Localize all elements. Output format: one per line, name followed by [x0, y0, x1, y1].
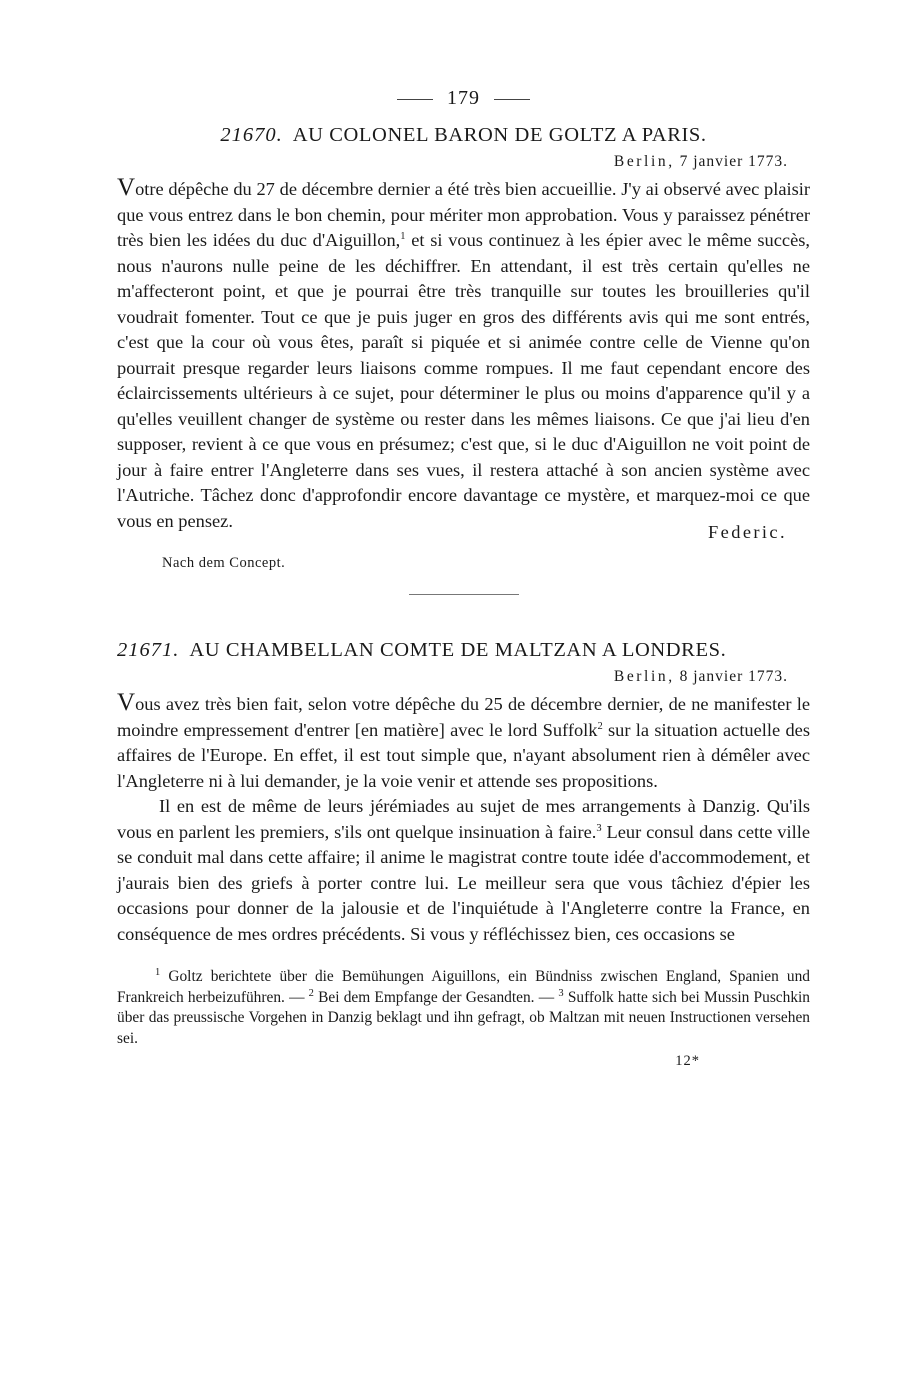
page-number: 179	[447, 86, 480, 109]
paragraph-text: ous avez très bien fait, selon votre dépêche du 25 de décembre dernier, de ne manifester le moindre empressement d'entrer [en matière] avec le lord Suffolk	[117, 694, 810, 740]
dateline-place: Berlin,	[613, 153, 675, 170]
book-page	[117, 80, 810, 1070]
paragraph-text-continued: et si vous continuez à les épier avec le même succès, nous n'aurons nulle peine de les déchiffrer. En attendant, il est très certain qu'elles ne m'affecteront point, et que je pourrai être très tranquille sur toutes les brouilleries qu'il voudrait fomenter. Tout ce que je puis juger en gros des différents avis qui me sont entrés, c'est que la cour où vous êtes, paraît si piquée et si animée contre celle de Vienne qu'on pourrait presque regarder leurs liaisons comme rompues. Il me faut cependant encore des éclaircissements ultérieurs à ce sujet, pour déterminer le plus ou moins d'apparence qu'il y a qu'elles veuillent changer de système ou rester dans les mêmes liaisons. Ce que j'ai lieu d'en supposer, revient à ce que vous en présumez; c'est que, si le duc d'Aiguillon ne voit point de jour à faire entrer l'Angleterre dans ses vues, il restera attaché à son ancien système avec l'Autriche. Tâchez donc d'approfondir encore davantage ce mystère, et marquez-moi ce que vous en pensez.	[117, 230, 810, 531]
dateline-date: 7 janvier 1773.	[679, 153, 788, 170]
section-separator	[409, 594, 519, 595]
letter-number: 21670.	[220, 124, 283, 146]
source-note: Nach dem Concept.	[162, 555, 286, 571]
letter-title: AU CHAMBELLAN COMTE DE MALTZAN A LONDRES.	[189, 639, 727, 661]
footnotes	[117, 967, 810, 1049]
letter-number: 21671.	[117, 639, 180, 661]
letter-body	[117, 689, 810, 947]
letter-paragraph	[117, 174, 810, 534]
footnote-text: Suffolk hatte sich bei Mussin Puschkin über das preussische Vorgehen in Danzig beklagt und ihn gefragt, ob Maltzan mit neuen Instructionen versehen sei.	[117, 988, 810, 1047]
header-dash-left	[397, 99, 433, 100]
paragraph-text: Il en est de même de leurs jérémiades au sujet de mes arrangements à Danzig. Qu'ils vous en parlent les premiers, s'ils ont quelque insinuation à faire.	[117, 796, 810, 842]
paragraph-text: otre dépêche du 27 de décembre dernier a été très bien accueillie. J'y ai observé avec plaisir que vous entrez dans le bon chemin, pour mériter mon approbation. Vous y paraissez pénétrer très bien les idées du duc d'Aiguillon,	[117, 179, 810, 250]
letter-dateline	[117, 153, 810, 171]
letter-dateline	[117, 668, 810, 686]
footnote-marker: 3	[558, 987, 564, 999]
drop-cap: V	[117, 174, 136, 201]
footnote-reference: 3	[596, 822, 602, 834]
letter-paragraph	[117, 794, 810, 947]
letter-heading-21671	[117, 639, 810, 662]
sheet-signature-mark: 12*	[675, 1053, 700, 1069]
footnote-marker: 2	[308, 987, 314, 999]
header-dash-right	[494, 99, 530, 100]
letter-title: AU COLONEL BARON DE GOLTZ A PARIS.	[292, 124, 707, 146]
page-header	[117, 80, 810, 116]
signature-row	[117, 522, 810, 560]
footnote-reference: 2	[597, 720, 603, 732]
paragraph-text-continued: sur la situation actuelle des affaires de l'Europe. En effet, il est tout simple que, n'ayant absolument rien à démêler avec l'Angleterre ni à lui demander, je la voie venir et attende ses propositions.	[117, 719, 810, 791]
paragraph-text-continued: Leur consul dans cette ville se conduit mal dans cette affaire; il anime le magistrat contre toute idée d'accommodement, et j'aurais bien des griefs à porter contre lui. Le meilleur sera que vous tâchiez d'épier les occasions pour donner de la jalousie et de l'inquiétude à l'Angleterre contre la France, en conséquence de mes ordres précédents. Si vous y réfléchissez bien, ces occasions se	[117, 821, 810, 944]
letter-paragraph	[117, 689, 810, 794]
drop-cap: V	[117, 689, 136, 716]
letter-heading-21670	[117, 124, 810, 147]
footnote-marker: 1	[155, 966, 161, 978]
footnote-block	[117, 967, 810, 1049]
footnote-reference: 1	[400, 230, 406, 242]
letter-body	[117, 174, 810, 534]
dateline-date: 8 janvier 1773.	[679, 668, 788, 685]
dateline-place: Berlin,	[613, 668, 675, 685]
footnote-text: Goltz berichtete über die Bemühungen Aiguillons, ein Bündniss zwischen England, Spanien und Frankreich herbeizuführen. —	[117, 968, 810, 1006]
footnote-text: Bei dem Empfange der Gesandten. —	[318, 988, 559, 1006]
signature: Federic.	[708, 522, 787, 542]
